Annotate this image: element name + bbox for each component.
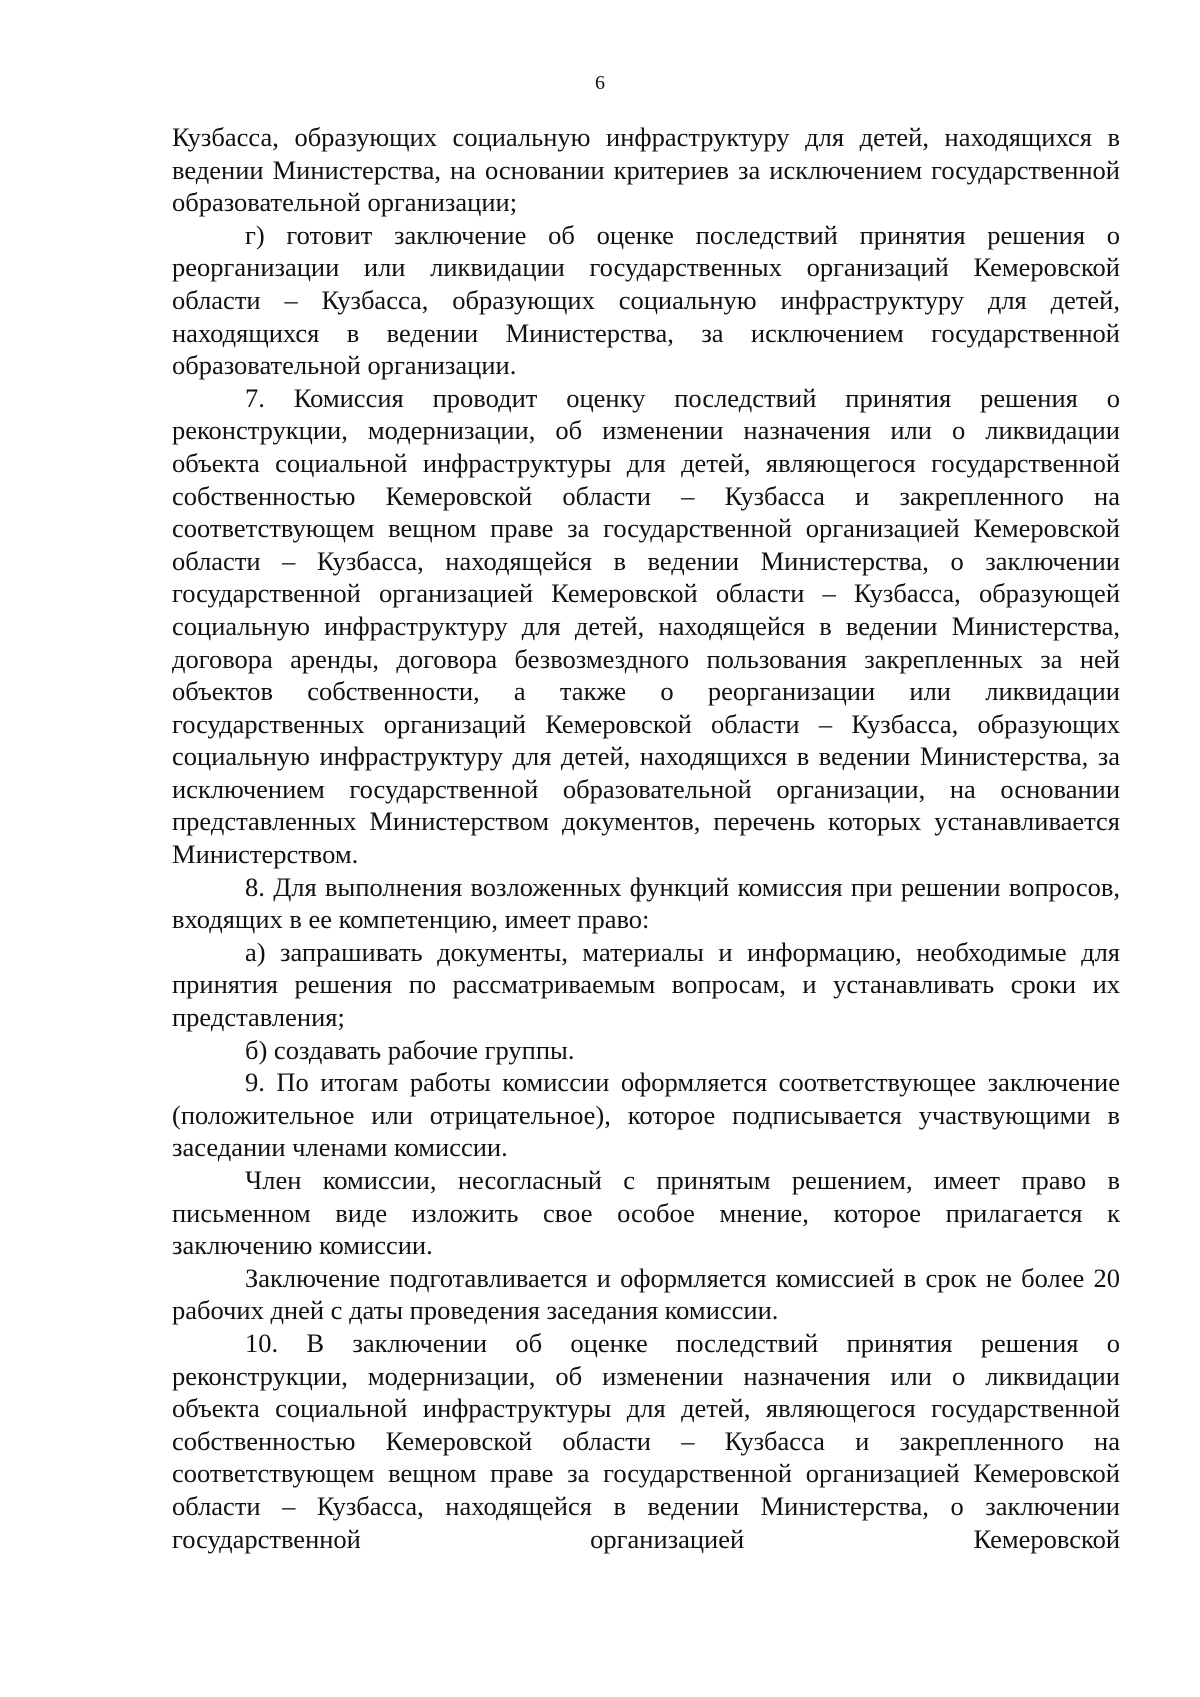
paragraph-clause-9: 9. По итогам работы комиссии оформляется соответствующее заключение (положительное или отрицательное), которое подписывается участвующими в заседании членами комиссии.	[172, 1067, 1120, 1163]
page-number: 6	[595, 72, 605, 94]
paragraph-item-b: б) создавать рабочие группы.	[245, 1034, 575, 1065]
paragraph-dissent: Член комиссии, несогласный с принятым решением, имеет право в письменном виде изложить свое особое мнение, которое прилагается к заключению комиссии.	[172, 1165, 1120, 1261]
document-body	[172, 121, 1120, 1555]
paragraph-clause-7: 7. Комиссия проводит оценку последствий принятия решения о реконструкции, модернизации, об изменении назначения или о ликвидации объекта социальной инфраструктуры для детей, являющегося государственной собственностью Кемеровской области – Кузбасса и закрепленного на соответствующем вещном праве за государственной организацией Кемеровской области – Кузбасса, находящейся в ведении Министерства, о заключении государственной организацией Кемеровской области – Кузбасса, образующей социальную инфраструктуру для детей, находящейся в ведении Министерства, договора аренды, договора безвозмездного пользования закрепленных за ней объектов собственности, а также о реорганизации или ликвидации государственных организаций Кемеровской области – Кузбасса, образующих социальную инфраструктуру для детей, находящихся в ведении Министерства, за исключением государственной образовательной организации, на основании представленных Министерством документов, перечень которых устанавливается Министерством.	[172, 382, 1120, 870]
paragraph-item-a: а) запрашивать документы, материалы и информацию, необходимые для принятия решения по рассматриваемым вопросам, и устанавливать сроки их представления;	[172, 936, 1120, 1033]
paragraph-continuation: Кузбасса, образующих социальную инфраструктуру для детей, находящихся в ведении Министерства, на основании критериев за исключением государственной образовательной организации;	[172, 122, 1120, 218]
paragraph-clause-10: 10. В заключении об оценке последствий принятия решения о реконструкции, модернизации, об изменении назначения или о ликвидации объекта социальной инфраструктуры для детей, являющегося государственной собственностью Кемеровской области – Кузбасса и закрепленного на соответствующем вещном праве за государственной организацией Кемеровской области – Кузбасса, находящейся в ведении Министерства, о заключении государственной организацией Кемеровской	[172, 1327, 1120, 1554]
paragraph-clause-8: 8. Для выполнения возложенных функций комиссия при решении вопросов, входящих в ее компетенцию, имеет право:	[172, 871, 1120, 935]
paragraph-deadline: Заключение подготавливается и оформляется комиссией в срок не более 20 рабочих дней с даты проведения заседания комиссии.	[172, 1262, 1120, 1326]
paragraph-item-g: г) готовит заключение об оценке последствий принятия решения о реорганизации или ликвидации государственных организаций Кемеровской области – Кузбасса, образующих социальную инфраструктуру для детей, находящихся в ведении Министерства, за исключением государственной образовательной организации.	[172, 219, 1120, 381]
